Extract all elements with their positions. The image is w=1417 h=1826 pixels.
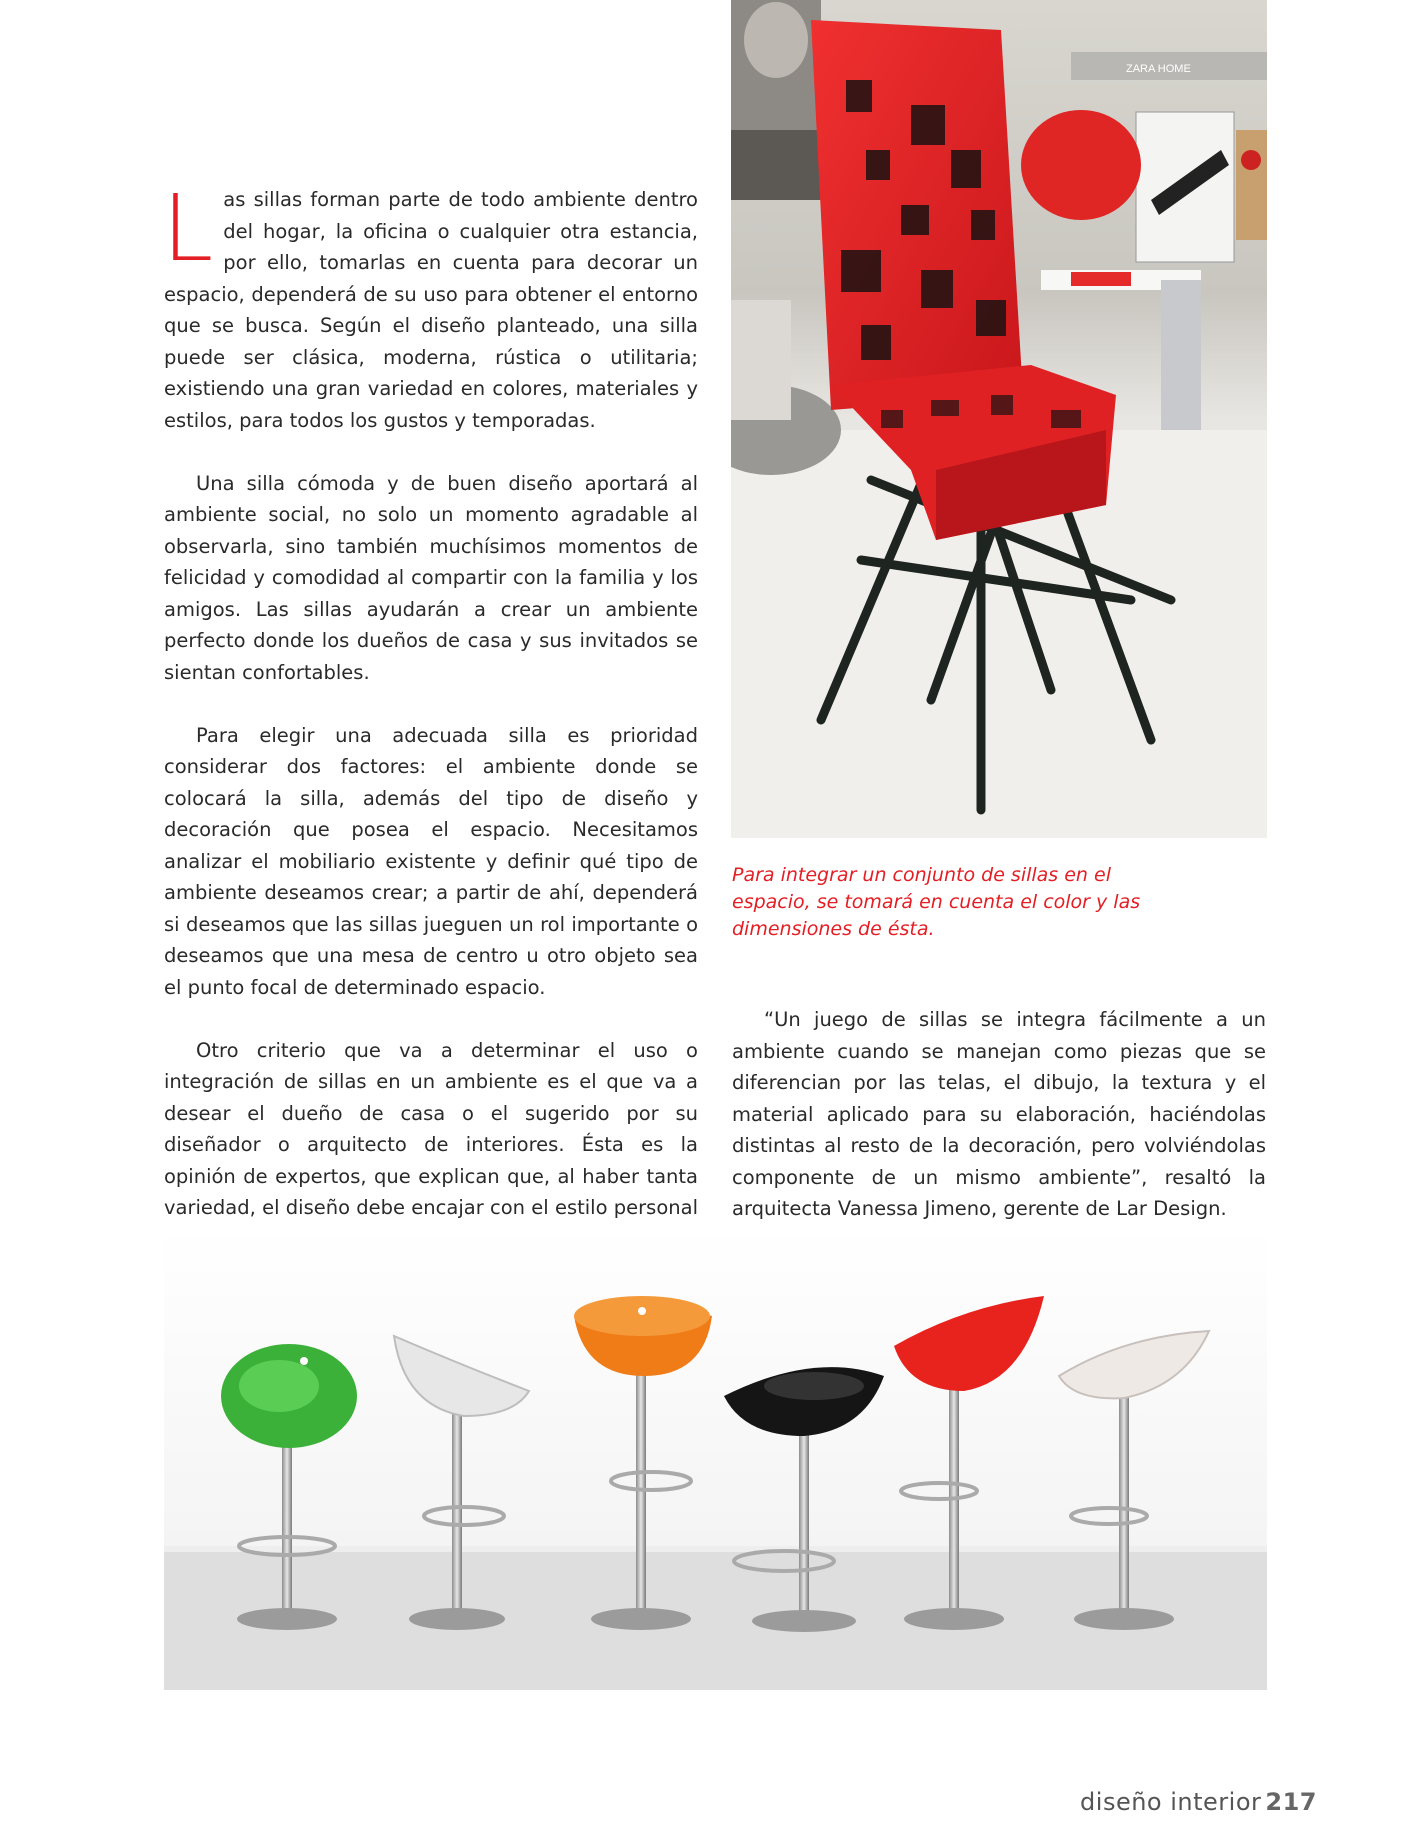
article-column-left — [162, 175, 698, 1350]
paragraph-2: Una silla cómoda y de buen diseño aportará al ambiente social, no solo un momento agradable al observarla, sino también muchísimos momentos de felicidad y comodidad al compartir con la familia y los amigos. Las sillas ayudarán a crear un ambiente perfecto donde los dueños de casa y sus invitados se sientan confortables. — [164, 471, 698, 684]
article-column-right — [732, 1004, 1266, 1256]
paragraph-1-text: as sillas forman parte de todo ambiente dentro del hogar, la oficina o cualquier otra estancia, por ello, tomarlas en cuenta para decorar un espacio, dependerá de su uso para obtener el entorno que se busca. Según el diseño planteado, una silla puede ser clásica, moderna, rústica o utilitaria; existiendo una gran variedad en colores, materiales y estilos, para todos los gustos y temporadas. — [164, 188, 698, 432]
page-footer — [1080, 1788, 1317, 1816]
page-number: 217 — [1265, 1788, 1317, 1816]
paragraph-1 — [162, 175, 698, 436]
store-sign-text: ZARA HOME — [1126, 63, 1191, 75]
paragraph-4: Otro criterio que va a determinar el uso o integración de sillas en un ambiente es el que va a desear el dueño de casa o el sugerido por su diseñador o arquitecto de interiores. Ésta es la opinión de expertos, que explican que, al haber tanta variedad, el diseño debe encajar con el estilo personal — [164, 1038, 698, 1219]
paragraph-5: “Un juego de sillas se integra fácilmente a un ambiente cuando se manejan como piezas que se diferencian por las telas, el dibujo, la textura y el material aplicado para su elaboración, haciéndolas distintas al resto de la decoración, pero volviéndolas componente de un mismo ambiente”, resaltó la arquitecta Vanessa Jimeno, gerente de Lar Design. — [732, 1008, 1266, 1220]
photo-caption: Para integrar un conjunto de sillas en el espacio, se tomará en cuenta el color y las dimensiones de ésta. — [732, 864, 1141, 940]
chair-photo — [731, 0, 1267, 838]
paragraph-3: Para elegir una adecuada silla es prioridad considerar dos factores: el ambiente donde se colocará la silla, además del tipo de diseño y decoración que posea el espacio. Necesitamos analizar el mobiliario existente y definir qué tipo de ambiente deseamos crear; a partir de ahí, dependerá si deseamos que las sillas jueguen un rol importante o deseamos que una mesa de centro u otro objeto sea el punto focal de determinado espacio. — [164, 723, 698, 999]
magazine-name: diseño interior — [1080, 1788, 1262, 1816]
stools-photo — [164, 1226, 1267, 1690]
dropcap: L — [162, 175, 214, 282]
